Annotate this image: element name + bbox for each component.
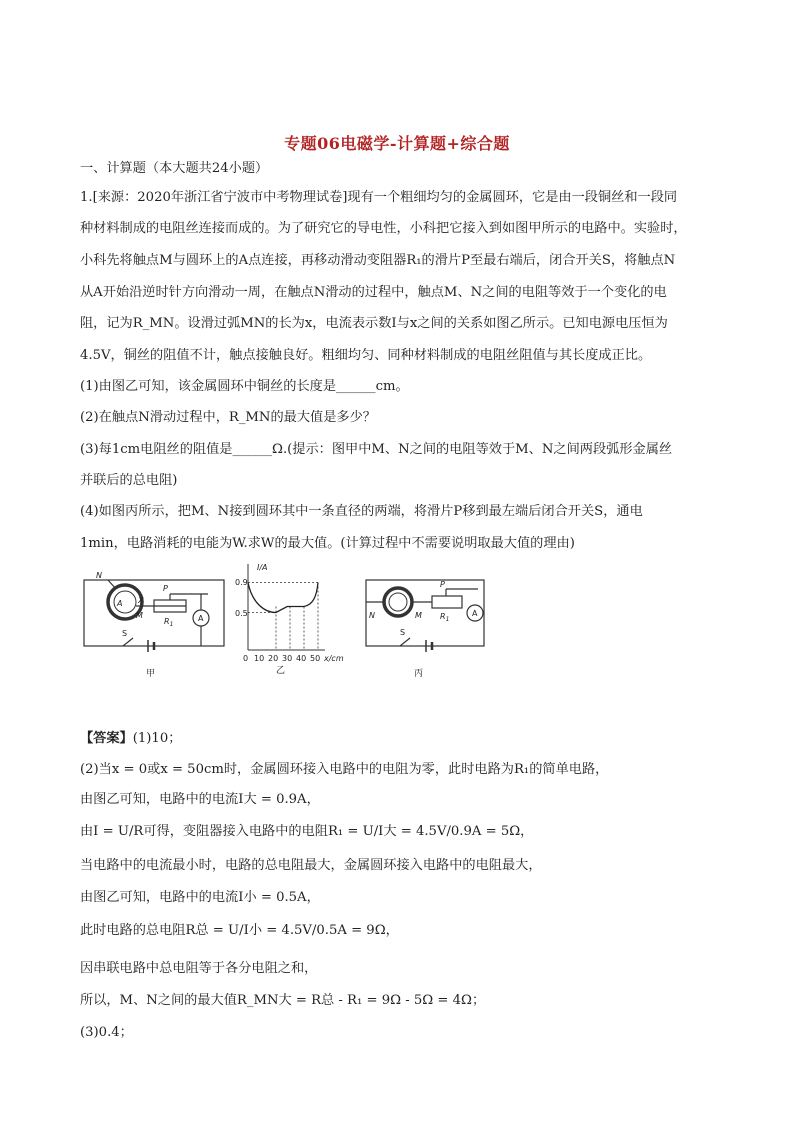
x-tick-label: 0 [243, 654, 249, 663]
label-p: P [163, 584, 168, 593]
answer-tag: 【答案】 [80, 731, 133, 746]
ammeter-label: A [198, 614, 204, 623]
y-tick-label: 0.9 [235, 578, 248, 587]
problem-line: 1.[来源：2020年浙江省宁波市中考物理试卷]现有一个粗细均匀的金属圆环，它是由一段铜丝和一段同 [80, 190, 678, 205]
label-n: N [96, 571, 102, 580]
figure-yi [235, 563, 344, 676]
label-p: P [440, 580, 445, 589]
problem-line: 阻，记为R_MN。设滑过弧MN的长为x，电流表示数I与x之间的关系如图乙所示。已知电源电压恒为 [80, 316, 668, 331]
x-tick-label: 50 [310, 654, 321, 663]
answer-line: 由图乙可知，电路中的电流I大 = 0.9A， [80, 792, 320, 807]
question-3: (3)每1cm电阻丝的阻值是______Ω.(提示：图甲中M、N之间的电阻等效于M、N之间两段弧形金属丝 [80, 442, 673, 457]
page-title: 专题06电磁学-计算题+综合题 [284, 134, 510, 153]
answer-line: 因串联电路中总电阻等于各分电阻之和， [80, 961, 318, 976]
problem-line: 从A开始沿逆时针方向滑动一周，在触点N滑动的过程中，触点M、N之间的电阻等效于一个变化的电 [80, 285, 667, 300]
answer-line: 当电路中的电流最小时，电路的总电阻最大，金属圆环接入电路中的电阻最大， [80, 858, 542, 873]
problem-line: 种材料制成的电阻丝连接而成的。为了研究它的导电性，小科把它接入到如图甲所示的电路中。实验时， [80, 221, 687, 236]
label-r1: $R_1$ [164, 617, 174, 628]
x-tick-label: 10 [254, 654, 265, 663]
label-m: M [136, 611, 143, 620]
question-2: (2)在触点N滑动过程中，R_MN的最大值是多少？ [80, 410, 376, 425]
x-tick-label: 40 [296, 654, 307, 663]
label-x: X [138, 596, 144, 605]
caption-bing: 丙 [414, 669, 424, 679]
y-axis-label: I/A [257, 563, 268, 572]
rheostat-r1 [432, 596, 462, 608]
answer-line: 此时电路的总电阻R总 = U/I小 = 4.5V/0.5A = 9Ω， [80, 923, 399, 938]
label-a: A [117, 599, 123, 608]
label-m: M [415, 611, 422, 620]
current-curve [248, 583, 318, 613]
answer-1: 【答案】(1)10； [80, 731, 182, 746]
question-1: (1)由图乙可知，该金属圆环中铜丝的长度是______cm。 [80, 379, 409, 394]
label-n: N [369, 611, 375, 620]
question-4-cont: 1min，电路消耗的电能为W.求W的最大值。(计算过程中不需要说明取最大值的理由) [80, 536, 575, 551]
answer-line: (2)当x = 0或x = 50cm时，金属圆环接入电路中的电阻为零，此时电路为R₁的简单电路， [80, 762, 609, 777]
problem-line: 小科先将触点M与圆环上的A点连接，再移动滑动变阻器R₁的滑片P至最右端后，闭合开关S，将触点N [80, 253, 676, 268]
answer-line: 由I = U/R可得，变阻器接入电路中的电阻R₁ = U/I大 = 4.5V/0.9A = 5Ω， [80, 824, 534, 839]
label-r1: $R_1$ [440, 612, 450, 623]
problem-line: 4.5V，铜丝的阻值不计，触点接触良好。粗细均匀、同种材料制成的电阻丝阻值与其长度成正比。 [80, 348, 652, 363]
ammeter-label: A [472, 609, 478, 618]
y-tick-label: 0.5 [235, 609, 248, 618]
x-axis-label: x/cm [324, 654, 344, 663]
x-tick-label: 20 [268, 654, 279, 663]
question-4: (4)如图丙所示，把M、N接到圆环其中一条直径的两端，将滑片P移到最左端后闭合开关S，通电 [80, 504, 643, 519]
caption-jia: 甲 [146, 669, 156, 679]
label-s: S [400, 628, 406, 637]
figures [78, 558, 488, 683]
caption-yi: 乙 [276, 666, 286, 676]
label-s: S [122, 629, 128, 638]
answer-line: 所以，M、N之间的最大值R_MN大 = R总 - R₁ = 9Ω - 5Ω = 4Ω； [80, 993, 486, 1008]
answer-line: (3)0.4； [80, 1025, 133, 1040]
figure-bing [366, 580, 484, 652]
question-3-cont: 并联后的总电阻) [80, 473, 178, 488]
metal-ring [384, 588, 412, 616]
section-heading: 一、计算题（本大题共24小题） [80, 161, 269, 176]
answer-line: 由图乙可知，电路中的电流I小 = 0.5A， [80, 890, 320, 905]
x-tick-label: 30 [282, 654, 293, 663]
